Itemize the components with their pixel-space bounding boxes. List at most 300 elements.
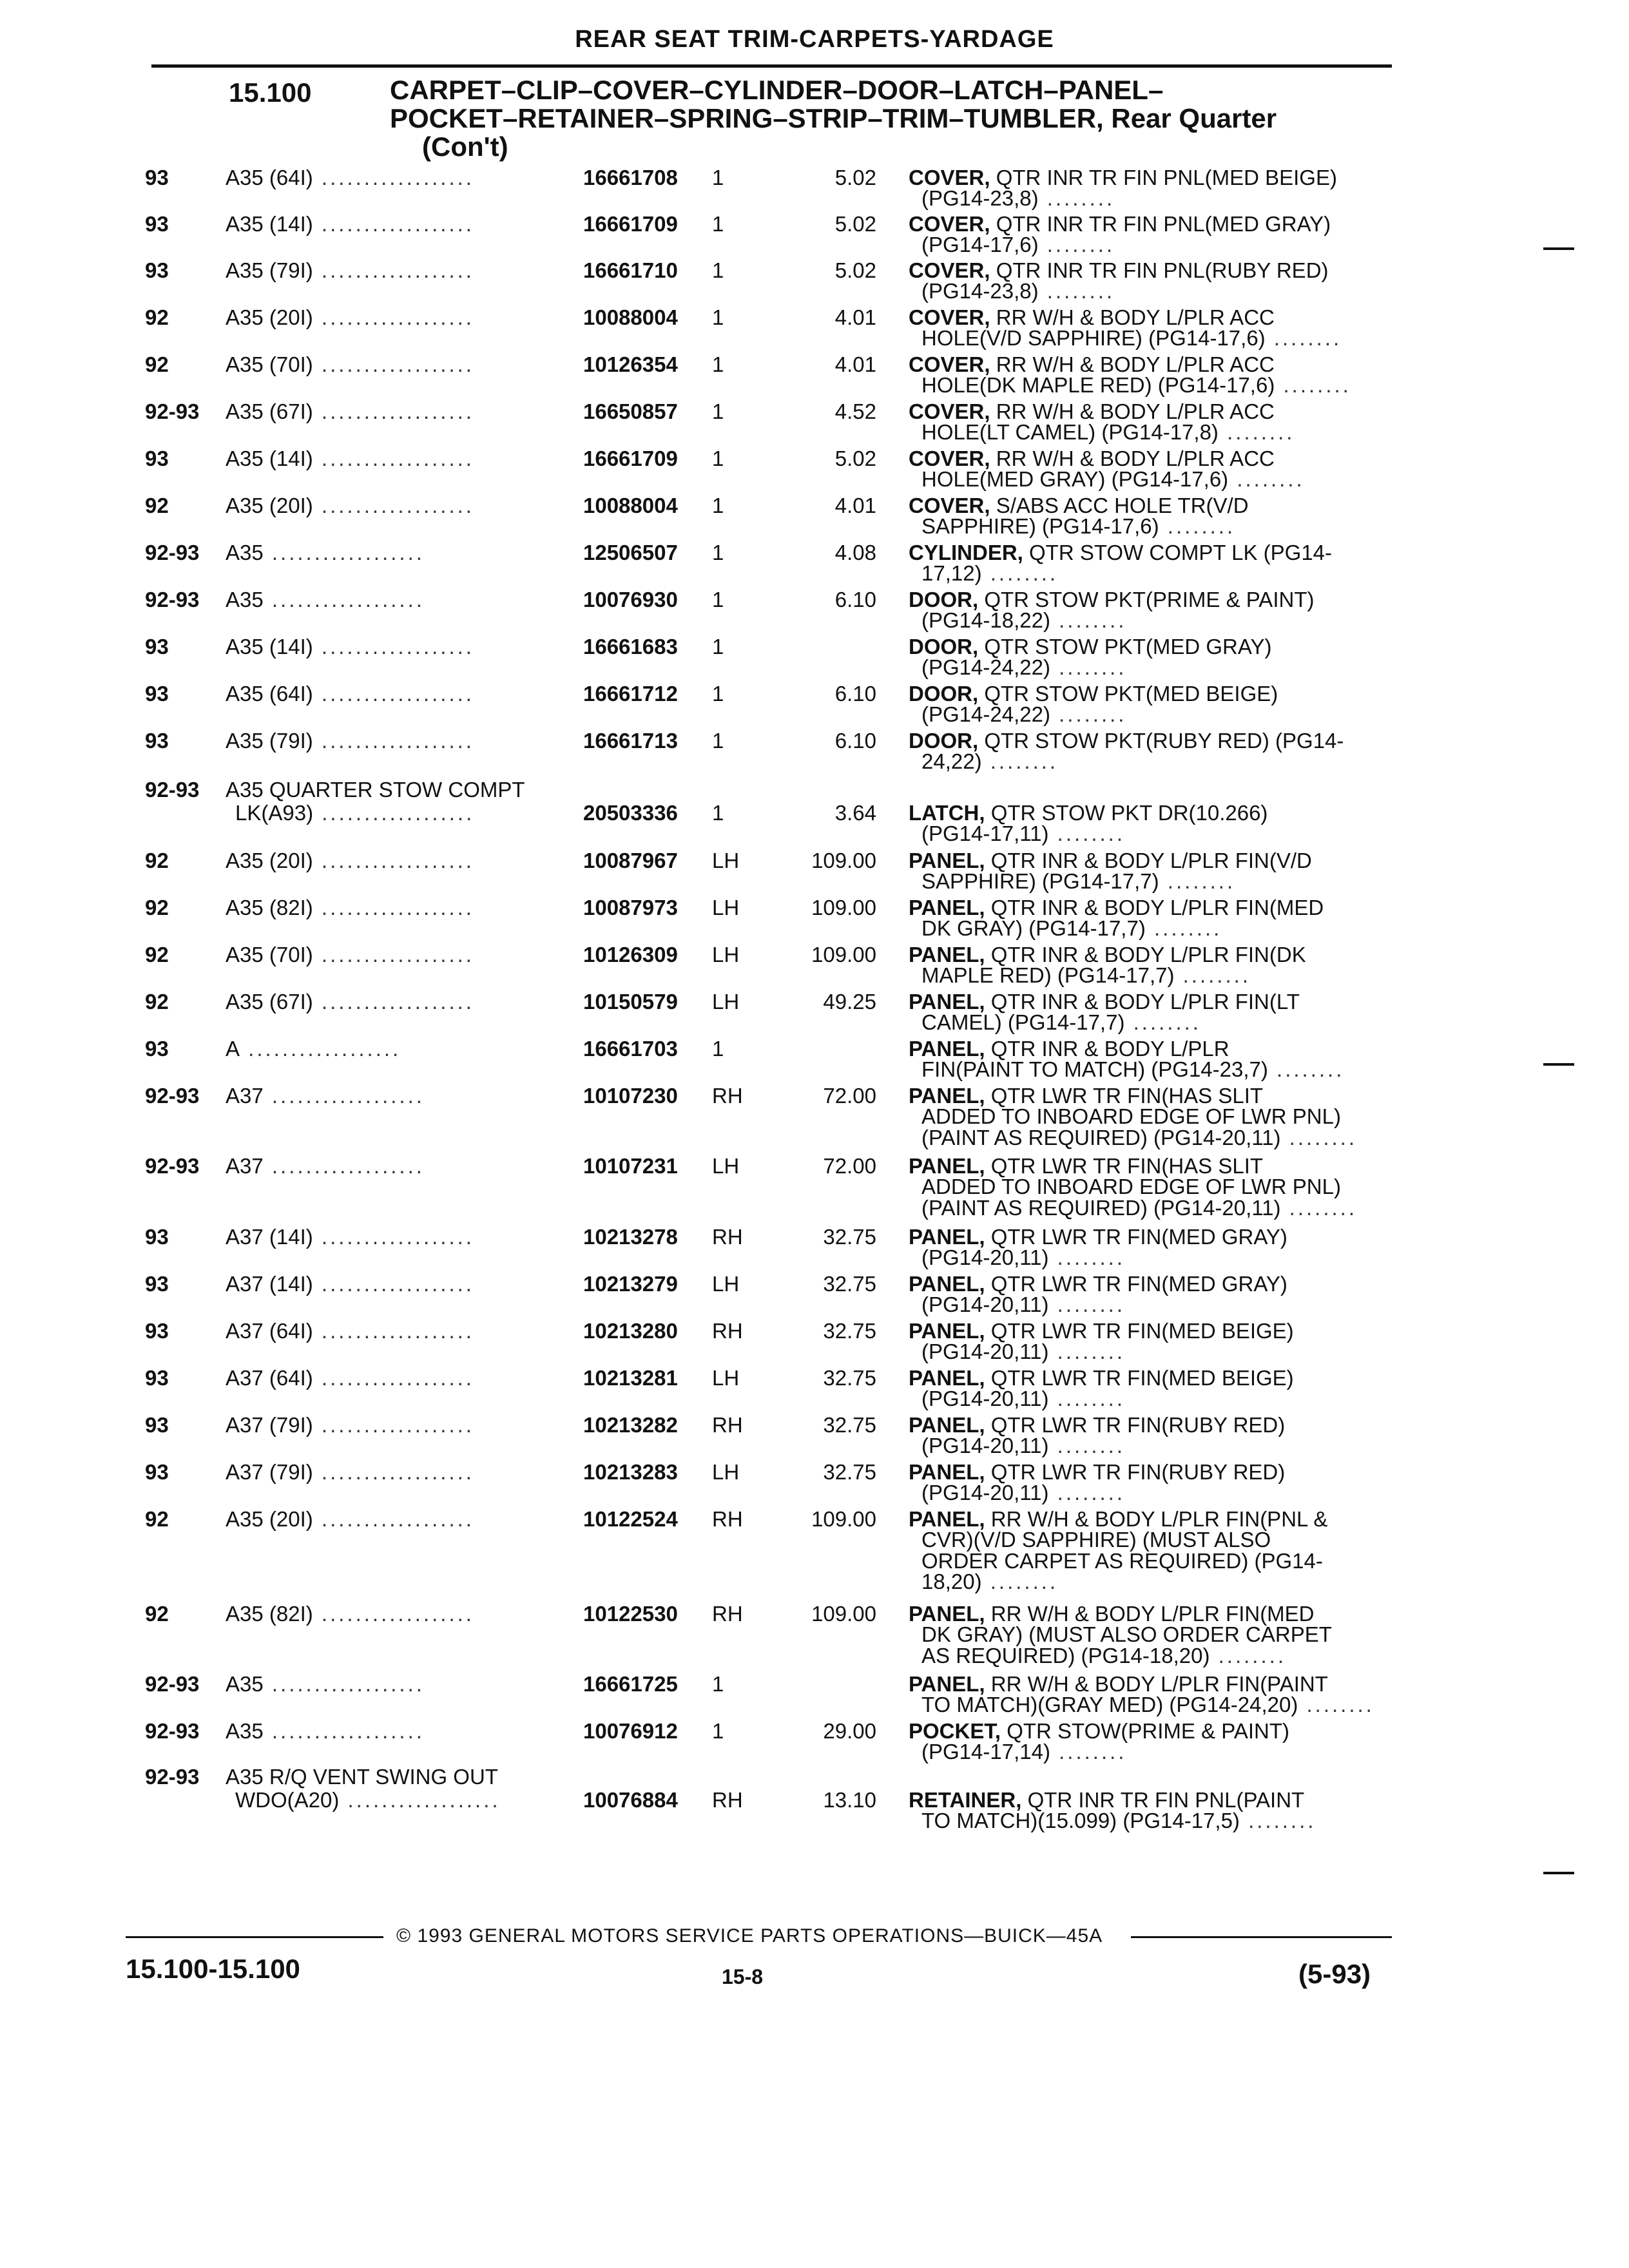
part-number: 10087967 xyxy=(583,849,678,872)
model-year: 93 xyxy=(145,1272,169,1296)
model-code-text: A35 (67I) xyxy=(226,990,313,1014)
model-code xyxy=(226,1602,474,1626)
description-text: QTR LWR TR FIN(HAS SLIT xyxy=(985,1084,1264,1108)
quantity: 1 xyxy=(712,305,724,329)
quantity: 1 xyxy=(712,352,724,376)
model-code xyxy=(226,1367,474,1390)
description-continuation-text: DK GRAY) (PG14-17,7) xyxy=(921,916,1146,941)
quantity: RH xyxy=(712,1319,743,1343)
dot-leader: ........ xyxy=(1050,608,1127,633)
description-name: POCKET, xyxy=(909,1719,1001,1743)
model-year: 92-93 xyxy=(145,1672,200,1696)
quantity: RH xyxy=(712,1788,743,1812)
dot-leader: .................. xyxy=(313,447,474,470)
description-name: PANEL, xyxy=(909,849,985,872)
description-continuation-text: TO MATCH)(15.099) (PG14-17,5) xyxy=(921,1809,1240,1833)
model-code-text: A35 (20I) xyxy=(226,305,313,329)
model-year: 93 xyxy=(145,1413,169,1437)
part-number: 16661683 xyxy=(583,635,678,658)
dot-leader: ........ xyxy=(1210,1643,1286,1667)
description-continuation-text: ORDER CARPET AS REQUIRED) (PG14- xyxy=(921,1548,1323,1573)
description-continuation-text: (PG14-17,11) xyxy=(921,822,1049,846)
part-number: 10107231 xyxy=(583,1154,678,1178)
part-number: 10087973 xyxy=(583,896,678,919)
model-year: 93 xyxy=(145,166,169,189)
price: 5.02 xyxy=(834,447,876,470)
description-name: PANEL, xyxy=(909,1272,985,1296)
part-number: 20503336 xyxy=(583,801,678,825)
part-number: 10213281 xyxy=(583,1366,678,1390)
description-name: COVER, xyxy=(909,352,990,376)
description-text: RR W/H & BODY L/PLR FIN(PAINT xyxy=(985,1672,1328,1696)
description-continuation-text: (PG14-23,8) xyxy=(921,186,1039,211)
description-text: QTR LWR TR FIN(MED GRAY) xyxy=(985,1272,1287,1296)
description-name: PANEL, xyxy=(909,1319,985,1343)
model-year: 92-93 xyxy=(145,778,200,802)
model-year: 92-93 xyxy=(145,541,200,564)
model-year: 93 xyxy=(145,682,169,706)
dot-leader: ........ xyxy=(1048,822,1126,846)
footer-page-number: 15-8 xyxy=(722,1965,764,1988)
description-text: QTR STOW PKT(MED GRAY) xyxy=(978,635,1272,658)
quantity: LH xyxy=(712,943,740,966)
quantity: RH xyxy=(712,1084,743,1108)
description-continuation xyxy=(921,233,1115,256)
description-continuation-text: 24,22) xyxy=(921,749,982,774)
description-text: QTR LWR TR FIN(RUBY RED) xyxy=(985,1460,1286,1484)
description-continuation xyxy=(921,609,1126,632)
dot-leader: ........ xyxy=(1038,279,1115,303)
price: 4.01 xyxy=(834,352,876,376)
part-number: 16650857 xyxy=(583,399,678,423)
dot-leader: .................. xyxy=(263,1719,425,1743)
dot-leader: .................. xyxy=(313,1272,474,1296)
model-code-text: A37 (14I) xyxy=(226,1272,313,1296)
description-text: QTR LWR TR FIN(MED GRAY) xyxy=(985,1225,1287,1249)
dot-leader: .................. xyxy=(313,494,474,517)
price: 72.00 xyxy=(823,1084,876,1108)
description-text: QTR INR TR FIN PNL(RUBY RED) xyxy=(990,258,1329,282)
model-code xyxy=(226,353,474,376)
dot-leader: ........ xyxy=(1038,186,1115,211)
model-year: 92-93 xyxy=(145,588,200,611)
description-continuation xyxy=(921,1293,1125,1316)
part-number: 10107230 xyxy=(583,1084,678,1108)
model-code xyxy=(226,729,474,753)
description-continuation-text: FIN(PAINT TO MATCH) (PG14-23,7) xyxy=(921,1057,1268,1082)
dot-leader: .................. xyxy=(263,541,425,564)
description-text: QTR INR & BODY L/PLR FIN(LT xyxy=(985,990,1300,1014)
model-code xyxy=(226,447,474,470)
model-code xyxy=(226,778,525,802)
price: 32.75 xyxy=(823,1413,876,1437)
model-year: 93 xyxy=(145,729,169,753)
price: 109.00 xyxy=(811,1507,876,1531)
description-name: COVER, xyxy=(909,166,990,189)
model-year: 92 xyxy=(145,896,169,919)
model-year: 92 xyxy=(145,305,169,329)
model-year: 92 xyxy=(145,943,169,966)
description-continuation xyxy=(921,1340,1125,1363)
model-code-line-2 xyxy=(235,1789,501,1812)
price: 4.52 xyxy=(834,399,876,423)
model-year: 92-93 xyxy=(145,1084,200,1108)
description-continuation xyxy=(921,703,1126,726)
model-year: 92 xyxy=(145,1602,169,1626)
description-continuation xyxy=(921,1570,1058,1593)
description-continuation-text: (PG14-24,22) xyxy=(921,702,1050,727)
description-text: QTR INR & BODY L/PLR xyxy=(985,1037,1229,1061)
description-name: RETAINER, xyxy=(909,1788,1022,1812)
description-continuation-text: (PG14-20,11) xyxy=(921,1387,1049,1411)
model-code xyxy=(226,682,474,706)
dot-leader: .................. xyxy=(313,1366,474,1390)
dot-leader: .................. xyxy=(313,1413,474,1437)
footer-section-range: 15.100-15.100 xyxy=(126,1954,300,1984)
description-continuation-text: (PG14-17,14) xyxy=(921,1740,1050,1764)
description-name: COVER, xyxy=(909,258,990,282)
price: 5.02 xyxy=(834,258,876,282)
model-code xyxy=(226,494,474,517)
description-continuation-text: HOLE(DK MAPLE RED) (PG14-17,6) xyxy=(921,373,1275,398)
description-text: QTR INR & BODY L/PLR FIN(DK xyxy=(985,943,1306,966)
model-code-text: A35 (67I) xyxy=(226,399,313,423)
model-code xyxy=(226,1273,474,1296)
description-continuation xyxy=(921,421,1295,444)
description-continuation-text: TO MATCH)(GRAY MED) (PG14-24,20) xyxy=(921,1693,1298,1717)
dot-leader: ........ xyxy=(1265,326,1342,351)
quantity: 1 xyxy=(712,635,724,658)
quantity: LH xyxy=(712,990,740,1014)
description-name: COVER, xyxy=(909,305,990,329)
model-code-text: A35 (20I) xyxy=(226,849,313,872)
description-text: RR W/H & BODY L/PLR ACC xyxy=(990,352,1275,376)
dot-leader: ........ xyxy=(1048,1434,1126,1458)
dot-leader: ........ xyxy=(1050,1740,1127,1764)
quantity: 1 xyxy=(712,212,724,236)
description-continuation xyxy=(921,374,1351,397)
part-number: 10126354 xyxy=(583,352,678,376)
model-year: 92-93 xyxy=(145,1765,200,1789)
part-number: 10213279 xyxy=(583,1272,678,1296)
description-text: RR W/H & BODY L/PLR ACC xyxy=(990,399,1275,423)
part-number: 12506507 xyxy=(583,541,678,564)
model-code-text: A35 xyxy=(226,1719,264,1743)
dot-leader: .................. xyxy=(263,588,425,611)
description-continuation-text: ADDED TO INBOARD EDGE OF LWR PNL) xyxy=(921,1175,1341,1199)
model-year: 93 xyxy=(145,1319,169,1343)
model-code-text: A35 (70I) xyxy=(226,943,313,966)
price: 6.10 xyxy=(834,729,876,753)
margin-mark xyxy=(1543,247,1574,250)
description-text: QTR INR TR FIN PNL(MED GRAY) xyxy=(990,212,1331,236)
dot-leader: ........ xyxy=(1048,1387,1126,1411)
part-number: 16661710 xyxy=(583,258,678,282)
quantity: 1 xyxy=(712,729,724,753)
quantity: LH xyxy=(712,896,740,919)
price: 32.75 xyxy=(823,1319,876,1343)
description-text: QTR STOW PKT(PRIME & PAINT) xyxy=(978,588,1315,611)
dot-leader: .................. xyxy=(313,1225,474,1249)
margin-mark xyxy=(1543,1872,1574,1874)
dot-leader: .................. xyxy=(313,166,474,189)
quantity: 1 xyxy=(712,399,724,423)
footer-rule-left xyxy=(126,1936,383,1938)
description-name: PANEL, xyxy=(909,1154,985,1178)
model-year: 93 xyxy=(145,447,169,470)
model-code-text: A37 (79I) xyxy=(226,1413,313,1437)
quantity: 1 xyxy=(712,1037,724,1061)
description-text: QTR LWR TR FIN(MED BEIGE) xyxy=(985,1366,1294,1390)
dot-leader: ........ xyxy=(1048,1340,1126,1364)
price: 109.00 xyxy=(811,1602,876,1626)
description-continuation-text: HOLE(V/D SAPPHIRE) (PG14-17,6) xyxy=(921,326,1266,351)
dot-leader: ........ xyxy=(1239,1809,1316,1833)
part-number: 10150579 xyxy=(583,990,678,1014)
model-code-text: A35 R/Q VENT SWING OUT xyxy=(226,1765,498,1789)
price: 13.10 xyxy=(823,1788,876,1812)
dot-leader: .................. xyxy=(313,896,474,919)
quantity: RH xyxy=(712,1413,743,1437)
model-code xyxy=(226,588,425,611)
model-code xyxy=(226,1508,474,1531)
model-code xyxy=(226,990,474,1014)
model-code-line-2 xyxy=(235,802,474,825)
model-code-text: A35 (70I) xyxy=(226,352,313,376)
description-name: PANEL, xyxy=(909,990,985,1014)
dot-leader: .................. xyxy=(313,258,474,282)
quantity: 1 xyxy=(712,494,724,517)
quantity: RH xyxy=(712,1602,743,1626)
description-continuation xyxy=(921,280,1115,303)
description-continuation xyxy=(921,1387,1125,1410)
price: 32.75 xyxy=(823,1366,876,1390)
description-text: QTR INR TR FIN PNL(MED BEIGE) xyxy=(990,166,1337,189)
part-number: 10076912 xyxy=(583,1719,678,1743)
description-name: DOOR, xyxy=(909,729,979,753)
description-continuation-text: HOLE(MED GRAY) (PG14-17,6) xyxy=(921,467,1229,492)
description-continuation-text: DK GRAY) (MUST ALSO ORDER CARPET xyxy=(921,1622,1332,1647)
model-code-text: A35 xyxy=(226,1672,264,1696)
description-name: COVER, xyxy=(909,399,990,423)
section-title-line-1: CARPET–CLIP–COVER–CYLINDER–DOOR–LATCH–PANEL– xyxy=(390,75,1164,105)
section-number: 15.100 xyxy=(229,77,312,108)
footer-copyright: © 1993 GENERAL MOTORS SERVICE PARTS OPERATIONS—BUICK—45A xyxy=(396,1925,1103,1946)
description-continuation xyxy=(921,1196,1357,1220)
description-name: PANEL, xyxy=(909,1225,985,1249)
dot-leader: ........ xyxy=(1174,963,1251,988)
model-year: 92 xyxy=(145,352,169,376)
description-text: QTR LWR TR FIN(RUBY RED) xyxy=(985,1413,1286,1437)
quantity: LH xyxy=(712,1460,740,1484)
description-text: QTR STOW(PRIME & PAINT) xyxy=(1001,1719,1289,1743)
description-name: COVER, xyxy=(909,494,990,517)
model-code xyxy=(226,896,474,919)
dot-leader: ........ xyxy=(981,1570,1059,1594)
model-code-text: A35 xyxy=(226,588,264,611)
part-number: 10088004 xyxy=(583,305,678,329)
price: 109.00 xyxy=(811,943,876,966)
description-name: DOOR, xyxy=(909,682,979,706)
header-rule xyxy=(151,64,1392,68)
model-code-text: A37 (14I) xyxy=(226,1225,313,1249)
description-name: PANEL, xyxy=(909,1366,985,1390)
part-number: 10122530 xyxy=(583,1602,678,1626)
description-continuation xyxy=(921,1434,1125,1457)
model-year: 92-93 xyxy=(145,399,200,423)
description-name: PANEL, xyxy=(909,1084,985,1108)
model-code xyxy=(226,306,474,329)
quantity: 1 xyxy=(712,588,724,611)
model-year: 92-93 xyxy=(145,1719,200,1743)
section-title-line-2: POCKET–RETAINER–SPRING–STRIP–TRIM–TUMBLER, Rear Quarter xyxy=(390,103,1277,133)
dot-leader: ........ xyxy=(981,561,1059,586)
price: 6.10 xyxy=(834,682,876,706)
quantity: RH xyxy=(712,1225,743,1249)
description-continuation-text: (PG14-17,6) xyxy=(921,233,1039,257)
model-year: 93 xyxy=(145,1460,169,1484)
model-year: 93 xyxy=(145,258,169,282)
model-code-line-2-text: LK(A93) xyxy=(235,801,314,825)
description-name: PANEL, xyxy=(909,1037,985,1061)
dot-leader: ........ xyxy=(1280,1125,1358,1149)
dot-leader: ........ xyxy=(1268,1057,1345,1082)
description-name: PANEL, xyxy=(909,896,985,919)
description-continuation xyxy=(921,1126,1357,1149)
description-continuation xyxy=(921,187,1115,210)
model-code xyxy=(226,1084,425,1108)
model-code-text: A35 (20I) xyxy=(226,1507,313,1531)
description-continuation xyxy=(921,1809,1316,1832)
dot-leader: ........ xyxy=(1048,1293,1126,1317)
model-code xyxy=(226,1720,425,1743)
dot-leader: ........ xyxy=(1050,655,1127,680)
quantity: 1 xyxy=(712,541,724,564)
part-number: 10088004 xyxy=(583,494,678,517)
description-continuation-text: (PAINT AS REQUIRED) (PG14-20,11) xyxy=(921,1125,1281,1149)
model-year: 93 xyxy=(145,1037,169,1061)
model-code-text: A37 (64I) xyxy=(226,1366,313,1390)
model-code-text: A35 (79I) xyxy=(226,729,313,753)
model-code xyxy=(226,849,474,872)
description-continuation-text: CAMEL) (PG14-17,7) xyxy=(921,1010,1125,1035)
price: 4.01 xyxy=(834,494,876,517)
description-continuation-text: (PG14-20,11) xyxy=(921,1481,1049,1505)
dot-leader: ........ xyxy=(1048,1481,1126,1505)
description-continuation-text: CVR)(V/D SAPPHIRE) (MUST ALSO xyxy=(921,1528,1271,1552)
description-name: PANEL, xyxy=(909,1507,985,1531)
price: 32.75 xyxy=(823,1460,876,1484)
price: 49.25 xyxy=(823,990,876,1014)
description-continuation-text: (PG14-24,22) xyxy=(921,655,1050,680)
description-continuation-text: SAPPHIRE) (PG14-17,6) xyxy=(921,514,1159,539)
description-text: QTR INR TR FIN PNL(PAINT xyxy=(1021,1788,1305,1812)
model-code-text: A35 (82I) xyxy=(226,896,313,919)
dot-leader: .................. xyxy=(313,849,474,872)
description-name: DOOR, xyxy=(909,588,979,611)
description-name: COVER, xyxy=(909,212,990,236)
quantity: LH xyxy=(712,1154,740,1178)
description-text: QTR STOW COMPT LK (PG14- xyxy=(1023,541,1333,564)
dot-leader: ........ xyxy=(1159,869,1236,894)
dot-leader: .................. xyxy=(313,1507,474,1531)
part-number: 16661725 xyxy=(583,1672,678,1696)
footer-date-code: (5-93) xyxy=(1298,1959,1371,1989)
description-continuation-text: 18,20) xyxy=(921,1570,982,1594)
model-year: 92 xyxy=(145,849,169,872)
description-text: QTR INR & BODY L/PLR FIN(MED xyxy=(985,896,1324,919)
dot-leader: .................. xyxy=(263,1154,425,1178)
price: 109.00 xyxy=(811,849,876,872)
description-text: RR W/H & BODY L/PLR FIN(MED xyxy=(985,1602,1315,1626)
dot-leader: .................. xyxy=(313,212,474,236)
model-code xyxy=(226,541,425,564)
description-continuation xyxy=(921,468,1305,491)
quantity: 1 xyxy=(712,447,724,470)
quantity: LH xyxy=(712,1272,740,1296)
dot-leader: ........ xyxy=(1048,1245,1126,1270)
price: 3.64 xyxy=(834,801,876,825)
description-text: RR W/H & BODY L/PLR ACC xyxy=(990,305,1275,329)
quantity: 1 xyxy=(712,166,724,189)
footer-rule-right xyxy=(1131,1936,1392,1938)
description-text: QTR LWR TR FIN(MED BEIGE) xyxy=(985,1319,1294,1343)
description-continuation-text: SAPPHIRE) (PG14-17,7) xyxy=(921,869,1159,894)
model-code xyxy=(226,943,474,966)
model-code xyxy=(226,1765,498,1789)
dot-leader: .................. xyxy=(313,635,474,658)
dot-leader: .................. xyxy=(240,1037,401,1061)
part-number: 16661713 xyxy=(583,729,678,753)
model-code xyxy=(226,213,474,236)
quantity: RH xyxy=(712,1507,743,1531)
description-continuation-text: (PG14-20,11) xyxy=(921,1340,1049,1364)
dot-leader: .................. xyxy=(263,1672,425,1696)
description-continuation xyxy=(921,822,1125,845)
dot-leader: ........ xyxy=(1275,373,1351,398)
description-continuation-text: HOLE(LT CAMEL) (PG14-17,8) xyxy=(921,420,1219,445)
dot-leader: ........ xyxy=(1159,514,1236,539)
price: 4.08 xyxy=(834,541,876,564)
dot-leader: .................. xyxy=(313,943,474,966)
part-number: 16661709 xyxy=(583,447,678,470)
part-number: 10213282 xyxy=(583,1413,678,1437)
model-code-text: A37 xyxy=(226,1084,264,1108)
model-year: 92 xyxy=(145,494,169,517)
part-number: 10126309 xyxy=(583,943,678,966)
model-year: 92 xyxy=(145,990,169,1014)
dot-leader: ........ xyxy=(1218,420,1295,445)
model-year: 93 xyxy=(145,212,169,236)
description-continuation xyxy=(921,1693,1374,1716)
dot-leader: ........ xyxy=(1124,1010,1201,1035)
dot-leader: ........ xyxy=(1038,233,1115,257)
price: 5.02 xyxy=(834,166,876,189)
model-code-text: A35 (82I) xyxy=(226,1602,313,1626)
dot-leader: ........ xyxy=(1228,467,1305,492)
dot-leader: .................. xyxy=(313,399,474,423)
model-code xyxy=(226,1461,474,1484)
dot-leader: ........ xyxy=(1298,1693,1374,1717)
dot-leader: .................. xyxy=(313,729,474,753)
model-code xyxy=(226,166,474,189)
model-code-text: A37 (79I) xyxy=(226,1460,313,1484)
description-text: QTR LWR TR FIN(HAS SLIT xyxy=(985,1154,1264,1178)
dot-leader: ........ xyxy=(981,749,1059,774)
description-continuation xyxy=(921,917,1222,940)
description-text: QTR STOW PKT(RUBY RED) (PG14- xyxy=(978,729,1344,753)
model-code xyxy=(226,1414,474,1437)
